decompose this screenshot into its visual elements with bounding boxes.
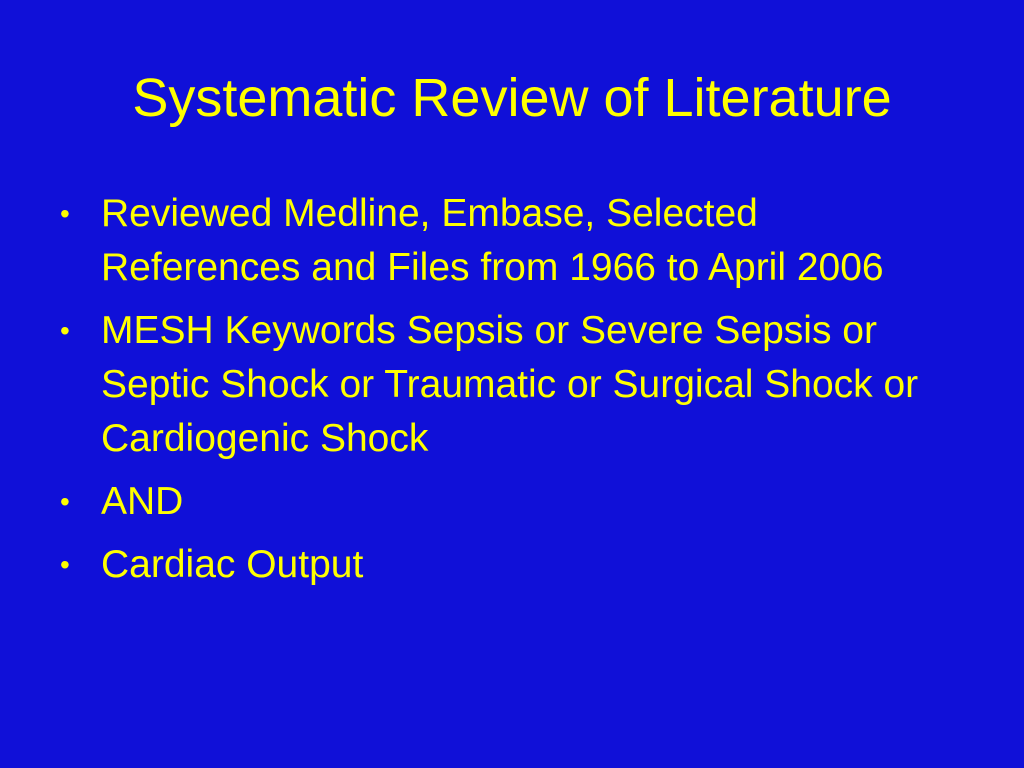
bullet-icon: • xyxy=(60,549,70,580)
bullet-item-1 xyxy=(60,187,960,295)
bullet-icon: • xyxy=(60,486,70,517)
bullet-list xyxy=(60,187,960,601)
slide-title: Systematic Review of Literature xyxy=(132,68,892,128)
bullet-icon: • xyxy=(60,198,70,229)
bullet-item-4 xyxy=(60,538,960,592)
bullet-item-2 xyxy=(60,304,960,466)
bullet-text: Reviewed Medline, Embase, Selected References and Files from 1966 to April 2006 xyxy=(101,192,884,289)
bullet-text: AND xyxy=(101,480,184,523)
bullet-text: MESH Keywords Sepsis or Severe Sepsis or Septic Shock or Traumatic or Surgical Shock or Cardiogenic Shock xyxy=(101,309,919,460)
bullet-text: Cardiac Output xyxy=(101,543,364,586)
bullet-icon: • xyxy=(60,315,70,346)
bullet-item-3 xyxy=(60,475,960,529)
